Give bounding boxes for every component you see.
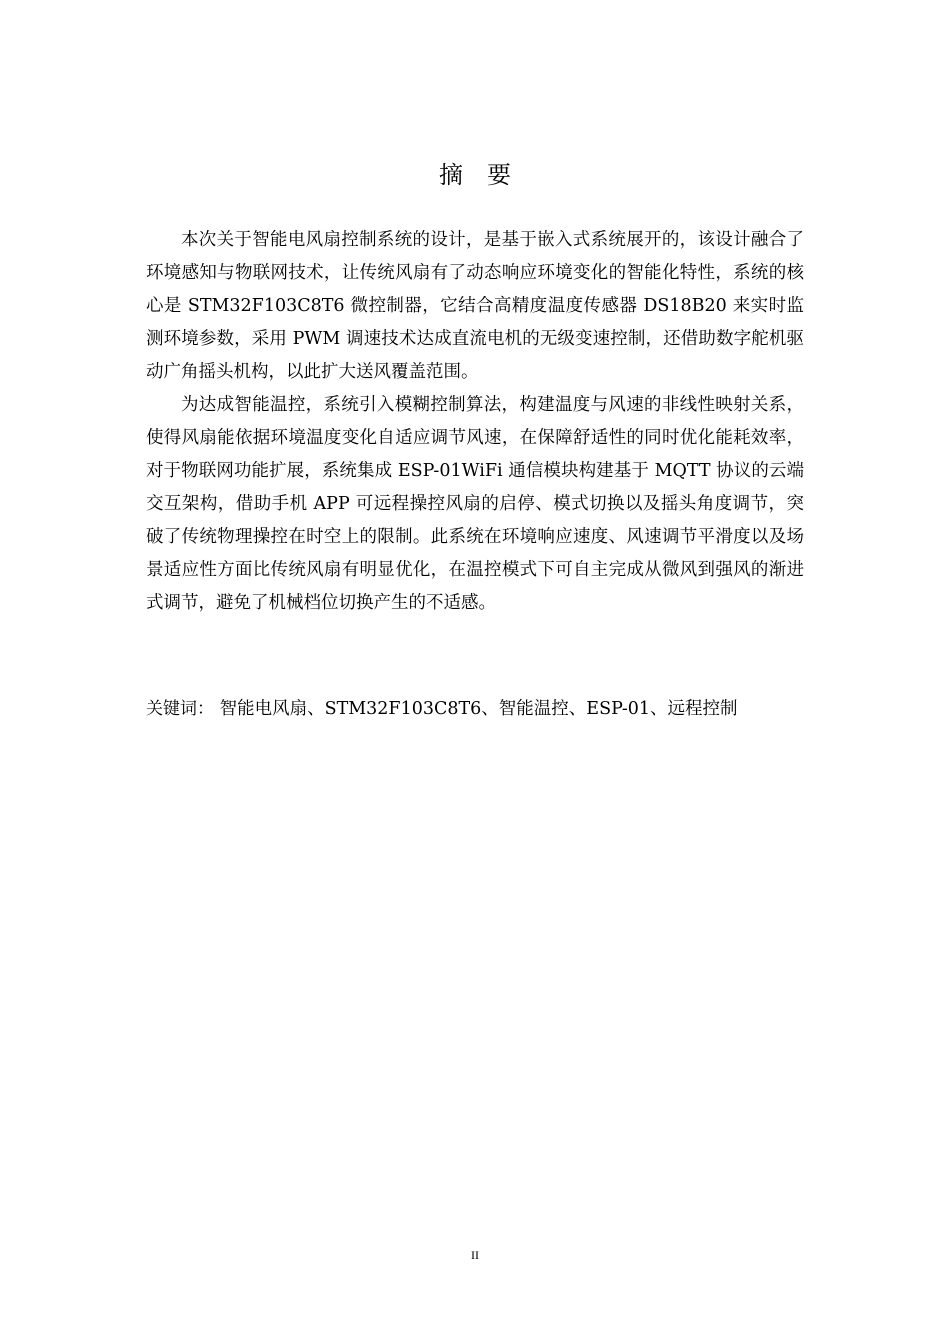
abstract-body (146, 224, 804, 620)
title-char-2: 要 (487, 161, 511, 189)
keywords-line (146, 694, 804, 724)
title-char-1: 摘 (439, 161, 463, 189)
abstract-title (0, 155, 950, 190)
abstract-paragraph-2: 为达成智能温控，系统引入模糊控制算法，构建温度与风速的非线性映射关系，使得风扇能依据环境温度变化自适应调节风速，在保障舒适性的同时优化能耗效率，对于物联网功能扩展，系统集成 ESP-01WiFi 通信模块构建基于 MQTT 协议的云端交互架构，借助手机 APP 可远程操控风扇的启停、模式切换以及摇头角度调节，突破了传统物理操控在时空上的限制。此系统在环境响应速度、风速调节平滑度以及场景适应性方面比传统风扇有明显优化，在温控模式下可自主完成从微风到强风的渐进式调节，避免了机械档位切换产生的不适感。 (146, 395, 804, 613)
keywords-text: 智能电风扇、STM32F103C8T6、智能温控、ESP-01、远程控制 (219, 699, 738, 719)
keywords-label: 关键词： (146, 699, 214, 719)
abstract-paragraph-1: 本次关于智能电风扇控制系统的设计，是基于嵌入式系统展开的，该设计融合了环境感知与物联网技术，让传统风扇有了动态响应环境变化的智能化特性，系统的核心是 STM32F103C8T6 微控制器，它结合高精度温度传感器 DS18B20 来实时监测环境参数，采用 PWM 调速技术达成直流电机的无级变速控制，还借助数字舵机驱动广角摇头机构，以此扩大送风覆盖范围。 (146, 230, 804, 382)
page-number: II (471, 1248, 479, 1262)
